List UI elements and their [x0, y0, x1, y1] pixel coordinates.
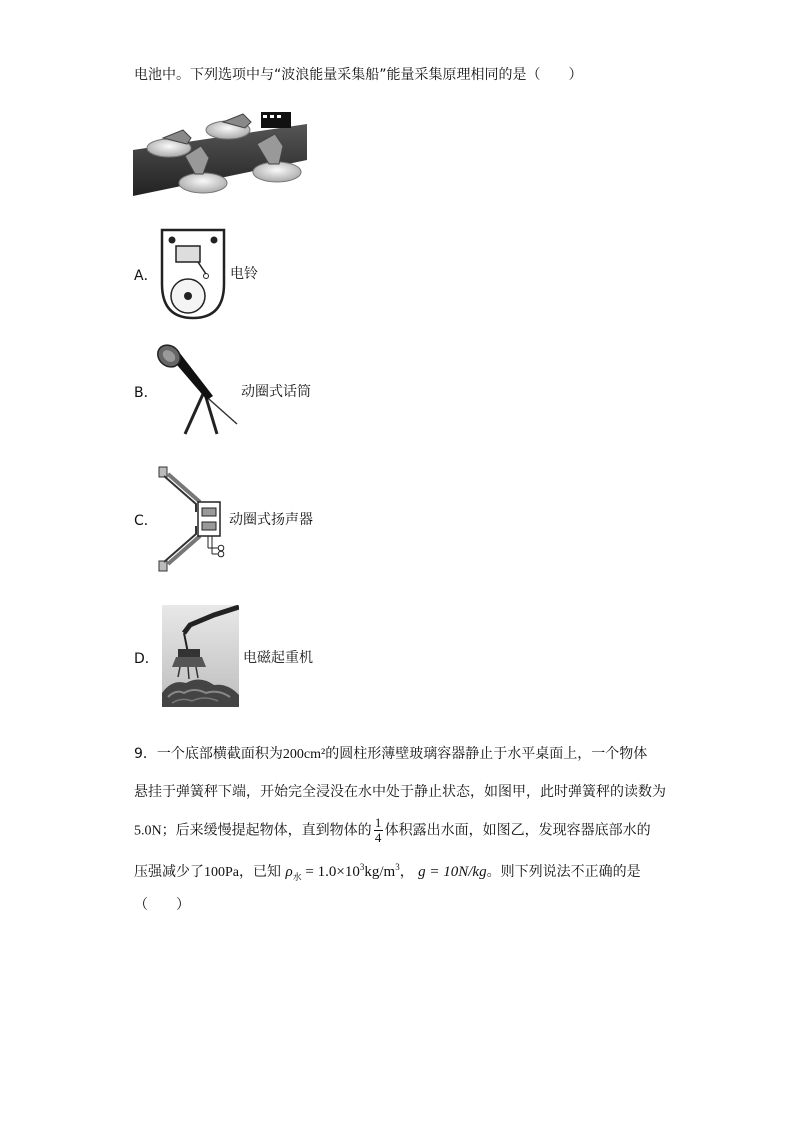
option-b-letter: B．	[134, 385, 158, 401]
q9-line4-mid: ，已知	[239, 864, 281, 880]
option-c-letter: C．	[134, 513, 158, 529]
question-intro-line: 电池中。下列选项中与“波浪能量采集船”能量采集原理相同的是（ ）	[134, 67, 583, 83]
q9-rho-sub: 水	[292, 873, 302, 883]
dynamic-speaker-figure	[156, 464, 230, 574]
option-a-letter: A．	[134, 268, 158, 284]
option-d-letter: D．	[134, 651, 159, 667]
option-a-caption: 电铃	[230, 266, 258, 282]
q9-rho-unit-exp: 3	[395, 862, 400, 872]
question9-line4: 压强减少了100Pa，已知 $\rho_水 = 1.0\times 10^3kg/m^3$， g = 10N/kg。则下列说法不正确的是	[134, 862, 641, 883]
q9-rho-exp: 3	[359, 862, 365, 872]
q9-line4-prefix: 压强减少了	[134, 864, 204, 880]
question9-line1	[134, 744, 647, 765]
q9-rho-value: = 1.0×10	[305, 864, 360, 880]
q9-pressure-value: 100Pa	[204, 865, 239, 880]
q9-line3-mid: ；后来缓慢提起物体，直到物体的	[161, 822, 372, 839]
dynamic-microphone-figure	[155, 344, 241, 436]
question9-line2: 悬挂于弹簧秤下端，开始完全浸没在水中处于静止状态，如图甲，此时弹簧秤的读数为	[134, 784, 666, 800]
q9-line1-prefix: 9．一个底部横截面积为	[134, 746, 283, 762]
question9-answer-blank: （ ）	[134, 897, 190, 913]
q9-frac-den: 4	[374, 830, 382, 845]
electromagnetic-crane-figure	[162, 605, 239, 707]
q9-area-value: 200cm²	[282, 747, 326, 762]
q9-rho-symbol: ρ	[285, 864, 293, 880]
q9-line1-suffix: 的圆柱形薄壁玻璃容器静止于水平桌面上，一个物体	[325, 746, 648, 762]
q9-gravity: g = 10N/kg	[418, 864, 487, 880]
option-b-caption: 动圈式话筒	[241, 384, 311, 400]
question9-line3	[134, 816, 651, 846]
wave-energy-ship-figure	[133, 108, 307, 204]
option-c-caption: 动圈式扬声器	[229, 512, 313, 528]
q9-frac-num: 1	[374, 815, 382, 830]
option-d-caption: 电磁起重机	[243, 650, 313, 666]
q9-fraction	[374, 816, 383, 845]
electric-bell-figure	[158, 226, 228, 322]
q9-density-formula	[285, 862, 400, 883]
q9-rho-unit: kg/m	[364, 864, 396, 880]
q9-spring-reading: 5.0N	[134, 823, 162, 839]
q9-line4-suffix: 。则下列说法不正确的是	[486, 864, 641, 880]
q9-line3-suffix: 体积露出水面，如图乙，发现容器底部水的	[384, 822, 651, 839]
